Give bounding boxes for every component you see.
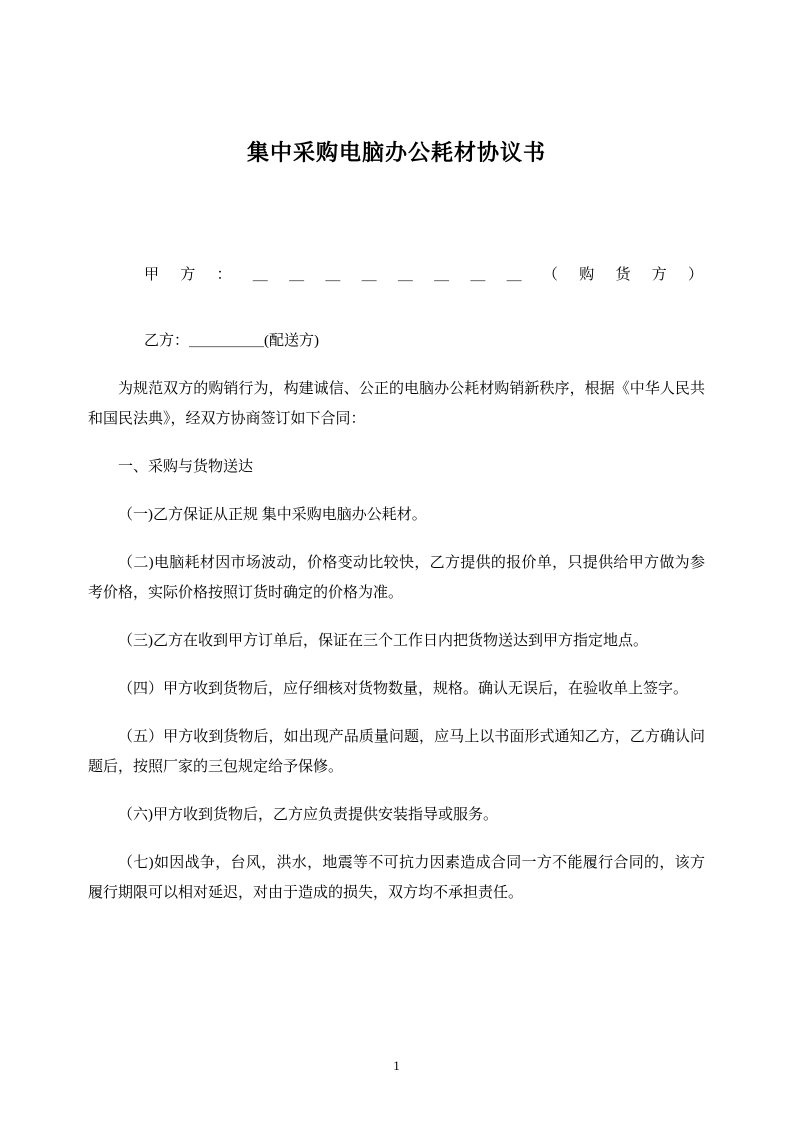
clause-2: （二)电脑耗材因市场波动，价格变动比较快，乙方提供的报价单，只提供给甲方做为参考价格，实际价格按照订货时确定的价格为准。: [88, 554, 705, 601]
clause-1: （一)乙方保证从正规 集中采购电脑办公耗材。: [118, 506, 427, 523]
clause-7: （七)如因战争，台风，洪水，地震等不可抗力因素造成合同一方不能履行合同的，该方履行期限可以相对延迟，对由于造成的损失，双方均不承担责任。: [88, 854, 705, 901]
clause-3: （三)乙方在收到甲方订单后，保证在三个工作日内把货物送达到甲方指定地点。: [118, 632, 648, 649]
clause-6: （六)甲方收到货物后，乙方应负责提供安装指导或服务。: [118, 806, 498, 823]
section-heading-1: 一、采购与货物送达: [118, 458, 254, 475]
page-number: 1: [393, 1058, 400, 1073]
preamble-paragraph: 为规范双方的购销行为，构建诚信、公正的电脑办公耗材购销新秩序，根据《中华人民共和国民法典》，经双方协商签订如下合同：: [88, 380, 705, 427]
clause-5: （五）甲方收到货物后，如出现产品质量问题，应马上以书面形式通知乙方，乙方确认问题后，按照厂家的三包规定给予保修。: [88, 728, 705, 775]
page-title: 集中采购电脑办公耗材协议书: [246, 140, 546, 165]
clause-4: （四）甲方收到货物后，应仔细核对货物数量，规格。确认无误后，在验收单上签字。: [118, 680, 689, 697]
party-b-line: 乙方：＿＿＿＿＿(配送方): [144, 333, 319, 350]
party-a-line: 甲 方 ： ＿ ＿ ＿ ＿ ＿ ＿ ＿ ＿ （ 购 货 方 ）: [144, 266, 703, 283]
